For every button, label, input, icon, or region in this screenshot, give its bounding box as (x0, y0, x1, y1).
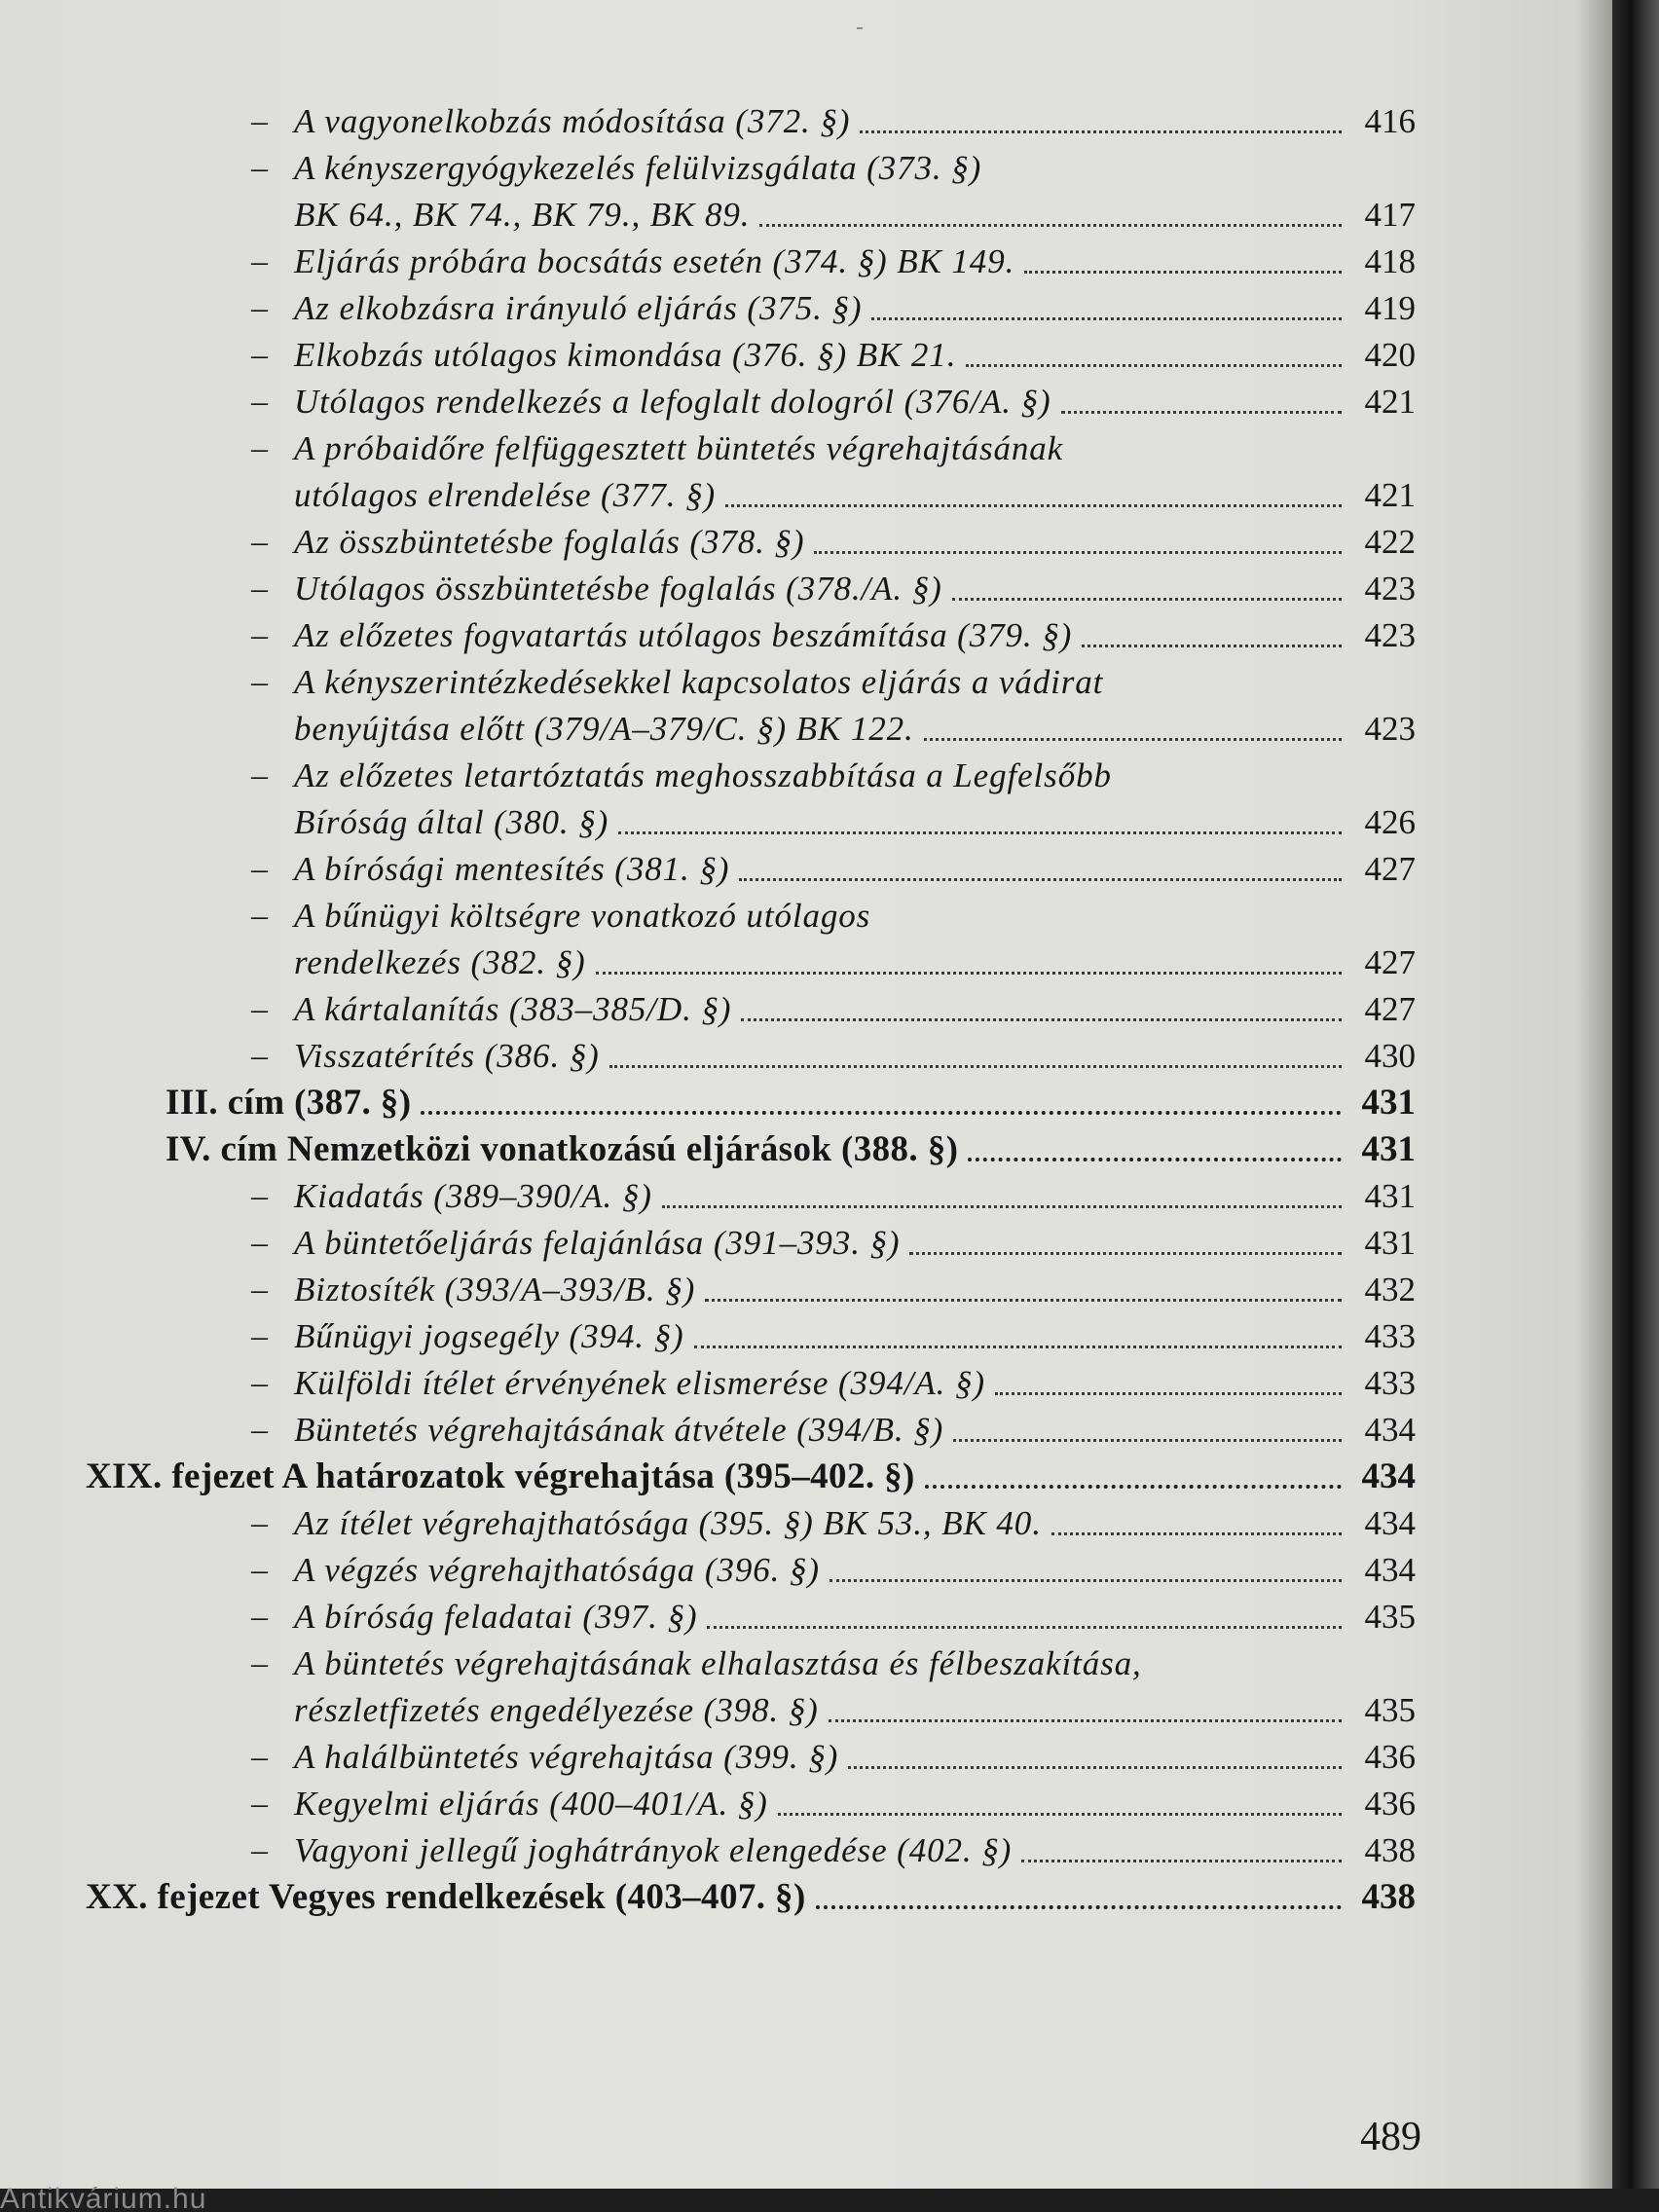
toc-entry-page: 423 (1364, 710, 1416, 748)
toc-entry-title: Kiadatás (389–390/A. §) (294, 1177, 652, 1215)
toc-entry-page: 421 (1364, 383, 1416, 421)
toc-chapter-heading (86, 1875, 1416, 1920)
toc-entry-page: 436 (1364, 1738, 1416, 1776)
toc-entry-page: 433 (1364, 1364, 1416, 1402)
toc-entry-page: 416 (1364, 102, 1416, 140)
toc-entry-title: Az elkobzásra irányuló eljárás (375. §) (294, 289, 863, 327)
toc-entry-page: 434 (1364, 1504, 1416, 1542)
toc-entry-page: 420 (1364, 336, 1416, 374)
toc-chapter-heading (86, 1455, 1416, 1499)
toc-entry-page: 418 (1364, 242, 1416, 280)
toc-entry: – A bűnügyi költségre vonatkozó utólagos (294, 894, 1416, 939)
toc-entry-page: 431 (1364, 1177, 1416, 1215)
toc-entry-title: benyújtása előtt (379/A–379/C. §) BK 122. (294, 710, 914, 748)
toc-entry: – A halálbüntetés végrehajtása (399. §) 436 (294, 1735, 1416, 1780)
toc-entry-title: rendelkezés (382. §) (294, 943, 586, 981)
toc-entry-title: Visszatérítés (386. §) (294, 1037, 600, 1075)
toc-entry: – A végzés végrehajthatósága (396. §) 434 (294, 1548, 1416, 1593)
toc-section-heading (166, 1127, 1416, 1172)
toc-entry-page: 421 (1364, 476, 1416, 514)
toc-entry-title: részletfizetés engedélyezése (398. §) (294, 1691, 819, 1729)
toc-entry-page: 434 (1364, 1411, 1416, 1449)
toc-entry-page: 427 (1364, 943, 1416, 981)
toc-entry-continuation (294, 940, 1416, 985)
toc-entry-title: Bíróság által (380. §) (294, 803, 609, 841)
toc-entry-title: Az előzetes letartóztatás meghosszabbítása a Legfelsőbb (294, 756, 1112, 794)
toc-entry-title: Vagyoni jellegű joghátrányok elengedése (402. §) (294, 1831, 1013, 1869)
toc-entry: – Kegyelmi eljárás (400–401/A. §) 436 (294, 1782, 1416, 1826)
toc-entry-page: 423 (1364, 570, 1416, 608)
toc-entry: – Az összbüntetésbe foglalás (378. §) 422 (294, 520, 1416, 565)
toc-entry: – Az elkobzásra irányuló eljárás (375. §) 419 (294, 286, 1416, 331)
toc-entry-title: A végzés végrehajthatósága (396. §) (294, 1551, 820, 1589)
toc-entry: – Az ítélet végrehajthatósága (395. §) BK 53., BK 40. 434 (294, 1501, 1416, 1546)
toc-entry-continuation (294, 1688, 1416, 1733)
toc-entry: – Visszatérítés (386. §) 430 (294, 1034, 1416, 1079)
toc-entry: – Büntetés végrehajtásának átvétele (394/B. §) 434 (294, 1408, 1416, 1453)
toc-entry-title: III. cím (387. §) (166, 1083, 412, 1123)
toc-entry-page: 419 (1364, 289, 1416, 327)
toc-entry: – A próbaidőre felfüggesztett büntetés végrehajtásának (294, 426, 1416, 471)
toc-entry-title: utólagos elrendelése (377. §) (294, 476, 717, 514)
toc-entry: – Elkobzás utólagos kimondása (376. §) BK 21. 420 (294, 333, 1416, 378)
toc-entry-title: IV. cím Nemzetközi vonatkozású eljárások (388. §) (166, 1129, 959, 1169)
toc-entry-continuation (294, 193, 1416, 238)
toc-entry-title: Az előzetes fogvatartás utólagos beszámítása (379. §) (294, 616, 1073, 654)
toc-entry-page: 430 (1364, 1037, 1416, 1075)
toc-entry: – A bírósági mentesítés (381. §) 427 (294, 847, 1416, 892)
toc-entry-page: 432 (1364, 1271, 1416, 1309)
toc-entry-title: A próbaidőre felfüggesztett büntetés végrehajtásának (294, 429, 1064, 467)
toc-entry: – Bűnügyi jogsegély (394. §) 433 (294, 1314, 1416, 1359)
toc-entry: – A kártalanítás (383–385/D. §) 427 (294, 987, 1416, 1032)
toc-entry-title: Utólagos rendelkezés a lefoglalt dologról (376/A. §) (294, 383, 1051, 421)
toc-entry-title: A vagyonelkobzás módosítása (372. §) (294, 102, 851, 140)
toc-entry-title: A bíróság feladatai (397. §) (294, 1598, 698, 1636)
toc-entry-title: Külföldi ítélet érvényének elismerése (394/A. §) (294, 1364, 985, 1402)
toc-entry-title: XX. fejezet Vegyes rendelkezések (403–407. §) (86, 1877, 806, 1917)
toc-entry: – A vagyonelkobzás módosítása (372. §) 416 (294, 99, 1416, 144)
toc-entry-page: 431 (1364, 1224, 1416, 1262)
toc-entry-page: 431 (1361, 1083, 1416, 1123)
toc-entry: – Az előzetes fogvatartás utólagos beszámítása (379. §) 423 (294, 613, 1416, 658)
toc-entry-page: 427 (1364, 990, 1416, 1028)
toc-entry-title: Az ítélet végrehajthatósága (395. §) BK 53., BK 40. (294, 1504, 1042, 1542)
toc-entry-continuation (294, 800, 1416, 845)
toc-entry-page: 423 (1364, 616, 1416, 654)
toc-entry: – Vagyoni jellegű joghátrányok elengedése (402. §) 438 (294, 1828, 1416, 1873)
toc-entry-continuation (294, 473, 1416, 518)
toc-entry-page: 434 (1361, 1456, 1416, 1496)
toc-entry-title: BK 64., BK 74., BK 79., BK 89. (294, 196, 751, 234)
toc-entry: – A büntetés végrehajtásának elhalasztása és félbeszakítása, (294, 1641, 1416, 1686)
toc-entry-page: 426 (1364, 803, 1416, 841)
page-number: 489 (1360, 2115, 1421, 2159)
toc-entry-title: Eljárás próbára bocsátás esetén (374. §) BK 149. (294, 242, 1015, 280)
toc-entry-page: 438 (1364, 1831, 1416, 1869)
toc-section-heading (166, 1081, 1416, 1125)
toc-entry-page: 422 (1364, 523, 1416, 561)
toc-entry: – Biztosíték (393/A–393/B. §) 432 (294, 1268, 1416, 1312)
toc-entry-title: A bírósági mentesítés (381. §) (294, 850, 730, 888)
toc-entry-page: 435 (1364, 1691, 1416, 1729)
toc-entry-title: Az összbüntetésbe foglalás (378. §) (294, 523, 805, 561)
toc-entry-title: A büntetés végrehajtásának elhalasztása és félbeszakítása, (294, 1644, 1142, 1682)
toc-entry-title: A bűnügyi költségre vonatkozó utólagos (294, 897, 871, 935)
toc-entry: – Utólagos rendelkezés a lefoglalt dologról (376/A. §) 421 (294, 380, 1416, 424)
toc-entry: – A büntetőeljárás felajánlása (391–393. §) 431 (294, 1221, 1416, 1266)
toc-entry-page: 433 (1364, 1317, 1416, 1355)
toc-entry-title: A kényszerintézkedésekkel kapcsolatos eljárás a vádirat (294, 663, 1104, 701)
toc-entry-title: Elkobzás utólagos kimondása (376. §) BK 21. (294, 336, 957, 374)
toc-entry-title: Utólagos összbüntetésbe foglalás (378./A. §) (294, 570, 942, 608)
toc-entry: – Az előzetes letartóztatás meghosszabbítása a Legfelsőbb (294, 754, 1416, 798)
toc-entry-title: Bűnügyi jogsegély (394. §) (294, 1317, 684, 1355)
watermark: Antikvárium.hu (0, 2187, 207, 2212)
toc-entry-page: 438 (1361, 1877, 1416, 1917)
toc-entry-title: A kártalanítás (383–385/D. §) (294, 990, 732, 1028)
toc-entry-title: A halálbüntetés végrehajtása (399. §) (294, 1738, 839, 1776)
toc-entry-title: Biztosíték (393/A–393/B. §) (294, 1271, 696, 1309)
toc-entry-page: 417 (1364, 196, 1416, 234)
toc-entry: – Eljárás próbára bocsátás esetén (374. §) BK 149. 418 (294, 240, 1416, 284)
toc-entry-title: A büntetőeljárás felajánlása (391–393. §) (294, 1224, 901, 1262)
toc-entry: – A kényszergyógykezelés felülvizsgálata (373. §) (294, 146, 1416, 191)
toc-entry-page: 436 (1364, 1785, 1416, 1823)
toc-entry: – A bíróság feladatai (397. §) 435 (294, 1595, 1416, 1640)
toc-entry-page: 435 (1364, 1598, 1416, 1636)
toc-entry: – Kiadatás (389–390/A. §) 431 (294, 1174, 1416, 1219)
book-spine (1612, 0, 1659, 2212)
toc-entry: – Utólagos összbüntetésbe foglalás (378./A. §) 423 (294, 567, 1416, 611)
toc-entry: – Külföldi ítélet érvényének elismerése (394/A. §) 433 (294, 1361, 1416, 1406)
toc-entry-page: 431 (1361, 1129, 1416, 1169)
toc-entry-title: A kényszergyógykezelés felülvizsgálata (373. §) (294, 149, 982, 187)
toc-entry: – A kényszerintézkedésekkel kapcsolatos eljárás a vádirat (294, 660, 1416, 705)
toc-entry-title: Kegyelmi eljárás (400–401/A. §) (294, 1785, 768, 1823)
toc-entry-title: Büntetés végrehajtásának átvétele (394/B. §) (294, 1411, 944, 1449)
toc-entry-continuation (294, 707, 1416, 752)
toc-entry-page: 427 (1364, 850, 1416, 888)
toc-entry-title: XIX. fejezet A határozatok végrehajtása (395–402. §) (86, 1456, 915, 1496)
toc-entry-page: 434 (1364, 1551, 1416, 1589)
